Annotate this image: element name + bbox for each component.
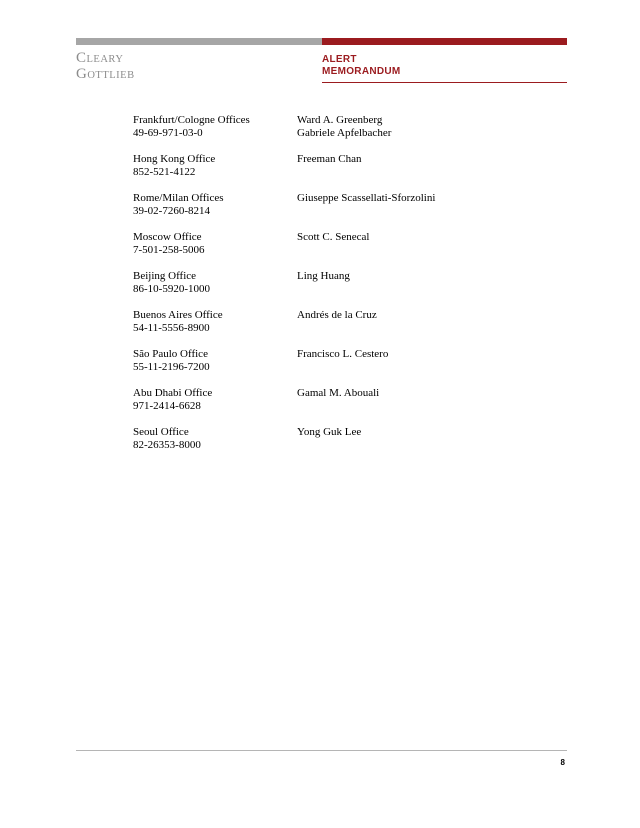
contact-person: Andrés de la Cruz bbox=[297, 309, 377, 321]
office-phone: 55-11-2196-7200 bbox=[133, 361, 210, 373]
office-phone: 82-26353-8000 bbox=[133, 439, 201, 451]
contact-person: Ward A. Greenberg bbox=[297, 114, 383, 126]
office-phone: 54-11-5556-8900 bbox=[133, 322, 210, 334]
logo-line1-rest: LEARY bbox=[86, 54, 124, 65]
header-gray-bar bbox=[76, 38, 322, 45]
logo-line2-rest: OTTLIEB bbox=[87, 70, 135, 81]
office-phone: 86-10-5920-1000 bbox=[133, 283, 210, 295]
office-name: Moscow Office bbox=[133, 231, 202, 243]
contact-row bbox=[133, 387, 533, 426]
contact-row bbox=[133, 270, 533, 309]
footer-rule bbox=[76, 750, 567, 751]
contact-person: Scott C. Senecal bbox=[297, 231, 370, 243]
office-name: Rome/Milan Offices bbox=[133, 192, 224, 204]
office-phone: 971-2414-6628 bbox=[133, 400, 201, 412]
office-name: Abu Dhabi Office bbox=[133, 387, 213, 399]
alert-line1: ALERT bbox=[322, 54, 357, 65]
contact-row bbox=[133, 231, 533, 270]
office-phone: 852-521-4122 bbox=[133, 166, 196, 178]
office-phone: 7-501-258-5006 bbox=[133, 244, 205, 256]
contact-row bbox=[133, 426, 533, 465]
contact-person: Ling Huang bbox=[297, 270, 350, 282]
alert-memorandum-label bbox=[322, 54, 401, 78]
contact-person: Freeman Chan bbox=[297, 153, 362, 165]
contact-person: Yong Guk Lee bbox=[297, 426, 362, 438]
header-red-rule bbox=[322, 82, 567, 83]
office-contacts-list bbox=[133, 114, 533, 465]
office-name: Hong Kong Office bbox=[133, 153, 216, 165]
cleary-gottlieb-logo bbox=[76, 51, 135, 83]
header-red-bar bbox=[322, 38, 567, 45]
contact-person: Gamal M. Abouali bbox=[297, 387, 380, 399]
contact-row bbox=[133, 114, 533, 153]
contact-row bbox=[133, 192, 533, 231]
office-name: Frankfurt/Cologne Offices bbox=[133, 114, 250, 126]
office-phone: 39-02-7260-8214 bbox=[133, 205, 210, 217]
alert-line2: MEMORANDUM bbox=[322, 66, 401, 77]
contact-row bbox=[133, 153, 533, 192]
logo-line2-cap: G bbox=[76, 66, 88, 82]
office-name: São Paulo Office bbox=[133, 348, 208, 360]
logo-line1-cap: C bbox=[76, 50, 87, 66]
contact-row bbox=[133, 309, 533, 348]
contact-person: Giuseppe Scassellati-Sforzolini bbox=[297, 192, 436, 204]
office-name: Seoul Office bbox=[133, 426, 189, 438]
office-phone: 49-69-971-03-0 bbox=[133, 127, 203, 139]
page-number: 8 bbox=[560, 758, 565, 767]
contact-row bbox=[133, 348, 533, 387]
office-name: Buenos Aires Office bbox=[133, 309, 223, 321]
office-name: Beijing Office bbox=[133, 270, 197, 282]
contact-person: Gabriele Apfelbacher bbox=[297, 127, 392, 139]
contact-person: Francisco L. Cestero bbox=[297, 348, 389, 360]
